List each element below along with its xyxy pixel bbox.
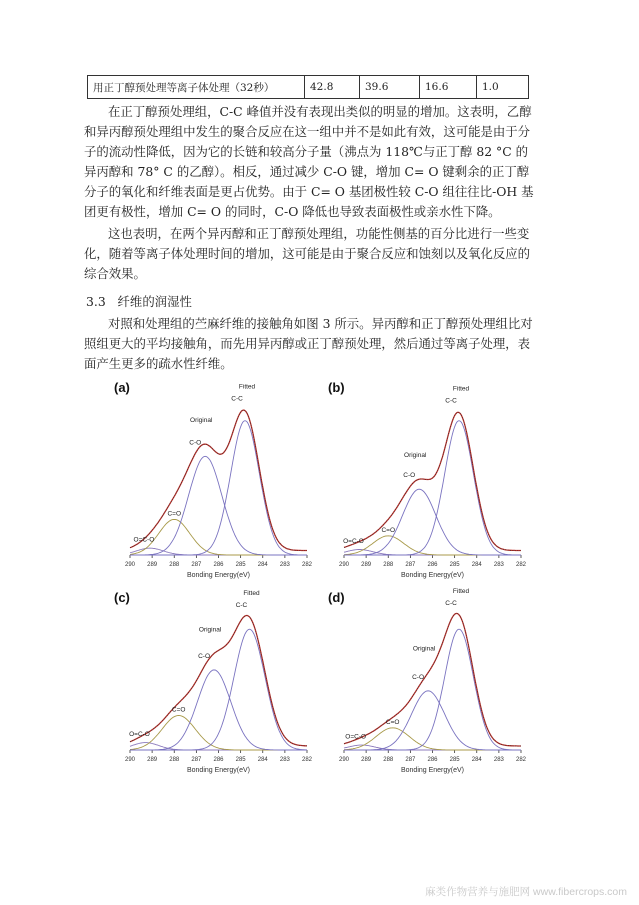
peak-label: C-C bbox=[445, 599, 457, 607]
x-tick-label: 288 bbox=[169, 562, 180, 568]
paragraph: 这也表明，在两个异丙醇和正丁醇预处理组，功能性侧基的百分比进行一些变化，随着等离子体处理时间的增加，这可能是由于聚合反应和蚀刻以及氧化反应的综合效果。 bbox=[84, 226, 531, 281]
x-tick-label: 287 bbox=[405, 562, 416, 568]
component-peak-co bbox=[344, 536, 521, 555]
peak-label: C=O bbox=[167, 510, 182, 518]
peak-label: O=C-O bbox=[345, 733, 367, 741]
watermark: 麻类作物营养与施肥网 www.fibercrops.com bbox=[425, 886, 627, 898]
x-axis-label: Bonding Energy(eV) bbox=[400, 572, 465, 579]
x-tick-label: 282 bbox=[301, 757, 313, 763]
x-tick-label: 282 bbox=[515, 562, 527, 568]
panel-label: (a) bbox=[114, 380, 130, 395]
peak-label: C-C bbox=[235, 601, 248, 609]
x-tick-label: 286 bbox=[427, 562, 438, 568]
peak-label: O=C-O bbox=[133, 536, 155, 544]
paragraph: 对照和处理组的苎麻纤维的接触角如图 3 所示。异丙醇和正丁醇预处理组比对照组更大的平均接触角，而先用异丙醇或正丁醇预处理，然后通过等离子处理，表面产生更多的疏水性纤维。 bbox=[84, 316, 533, 371]
peak-label: Fitted bbox=[452, 588, 470, 595]
x-tick-label: 284 bbox=[471, 757, 482, 763]
xps-chart bbox=[112, 378, 317, 583]
component-peak-co bbox=[344, 728, 521, 750]
x-tick-label: 289 bbox=[361, 757, 372, 763]
x-tick-label: 289 bbox=[147, 562, 158, 568]
peak-label: C-O bbox=[403, 472, 416, 480]
peak-label: O=C-O bbox=[343, 538, 364, 546]
x-axis-label: Bonding Energy(eV) bbox=[186, 767, 251, 774]
x-tick-label: 289 bbox=[147, 757, 158, 763]
x-tick-label: 283 bbox=[493, 757, 504, 763]
table-cell: 1.0 bbox=[476, 76, 528, 98]
x-tick-label: 290 bbox=[338, 757, 350, 763]
table-cell: 用正丁醇预处理等离子体处理（32秒） bbox=[93, 81, 275, 94]
peak-label: Original bbox=[198, 626, 222, 634]
x-tick-label: 289 bbox=[361, 562, 372, 568]
fitted-curve bbox=[344, 613, 521, 746]
peak-label: Fitted bbox=[238, 383, 256, 391]
x-tick-label: 283 bbox=[279, 562, 290, 568]
table-cell: 16.6 bbox=[419, 76, 476, 98]
peak-label: Original bbox=[404, 452, 427, 460]
x-tick-label: 283 bbox=[493, 562, 504, 568]
x-tick-label: 284 bbox=[471, 562, 482, 568]
component-peak-oco bbox=[130, 743, 307, 750]
x-axis-label: Bonding Energy(eV) bbox=[400, 767, 465, 774]
x-tick-label: 285 bbox=[235, 757, 246, 763]
peak-label: O=C-O bbox=[129, 730, 150, 738]
x-tick-label: 283 bbox=[279, 757, 290, 763]
x-tick-label: 288 bbox=[383, 757, 394, 763]
peak-label: C-O bbox=[412, 673, 425, 681]
x-tick-label: 290 bbox=[124, 757, 136, 763]
x-tick-label: 288 bbox=[169, 757, 180, 763]
component-peak-cc bbox=[130, 421, 307, 555]
xps-chart bbox=[112, 588, 317, 778]
peak-label: C=O bbox=[171, 706, 186, 714]
x-tick-label: 286 bbox=[213, 562, 224, 568]
peak-label: Original bbox=[190, 417, 213, 425]
component-peak-cc bbox=[130, 629, 307, 750]
component-peak-co bbox=[130, 670, 307, 750]
peak-label: C-C bbox=[231, 395, 243, 403]
peak-label: Fitted bbox=[452, 385, 470, 393]
x-tick-label: 287 bbox=[405, 757, 416, 763]
peak-label: C=O bbox=[381, 526, 396, 534]
xps-chart bbox=[326, 588, 531, 778]
xps-panel-d bbox=[326, 588, 531, 782]
peak-label: C=O bbox=[385, 718, 400, 726]
peak-label: Fitted bbox=[243, 589, 260, 597]
x-tick-label: 286 bbox=[427, 757, 438, 763]
x-tick-label: 290 bbox=[338, 562, 350, 568]
original-curve bbox=[344, 613, 521, 746]
section-heading: 3.3 纤维的润湿性 bbox=[86, 294, 192, 309]
peak-label: Original bbox=[412, 645, 436, 653]
x-tick-label: 287 bbox=[191, 562, 202, 568]
x-tick-label: 285 bbox=[449, 562, 460, 568]
x-tick-label: 290 bbox=[124, 562, 136, 568]
component-peak-cc bbox=[344, 421, 521, 555]
x-axis-label: Bonding Energy(eV) bbox=[186, 572, 251, 579]
x-tick-label: 285 bbox=[235, 562, 246, 568]
table-cell: 42.8 bbox=[304, 76, 359, 98]
x-tick-label: 288 bbox=[383, 562, 394, 568]
xps-chart bbox=[326, 378, 531, 583]
panel-label: (b) bbox=[328, 380, 345, 395]
x-tick-label: 287 bbox=[191, 757, 202, 763]
x-tick-label: 285 bbox=[449, 757, 460, 763]
component-peak-co bbox=[130, 456, 307, 555]
xps-panel-c bbox=[112, 588, 317, 782]
x-tick-label: 284 bbox=[257, 562, 268, 568]
x-tick-label: 286 bbox=[213, 757, 224, 763]
xps-panel-b bbox=[326, 378, 531, 587]
x-tick-label: 282 bbox=[301, 562, 313, 568]
x-tick-label: 284 bbox=[257, 757, 268, 763]
peak-label: C-C bbox=[445, 397, 457, 405]
xps-panel-a bbox=[112, 378, 317, 587]
data-table-row bbox=[87, 75, 529, 99]
fitted-curve bbox=[130, 616, 307, 746]
x-tick-label: 282 bbox=[515, 757, 527, 763]
paragraph: 在正丁醇预处理组，C-C 峰值并没有表现出类似的明显的增加。这表明，乙醇和异丙醇预处理组中发生的聚合反应在这一组中并不是如此有效，这可能是由于分子的流动性降低，因为它的长链和较高分子量（沸点为 118℃与正丁醇 82 °C 的异丙醇和 78° C 的乙醇）。相反，通过减少 C-O 键，增加 C= O 键剩余的正丁醇分子的氧化和纤维表面是更占优势。由于 C= O 基团极性较 C-O 组往往比-OH 基团更有极性，增加 C= O 的同时，C-O 降低也导致表面极性或亲水性下降。 bbox=[84, 104, 534, 219]
panel-label: (d) bbox=[328, 590, 345, 605]
peak-label: C-O bbox=[189, 439, 202, 447]
panel-label: (c) bbox=[114, 590, 130, 605]
peak-label: C-O bbox=[198, 652, 211, 660]
table-cell: 39.6 bbox=[359, 76, 419, 98]
component-peak-oco bbox=[344, 745, 521, 750]
